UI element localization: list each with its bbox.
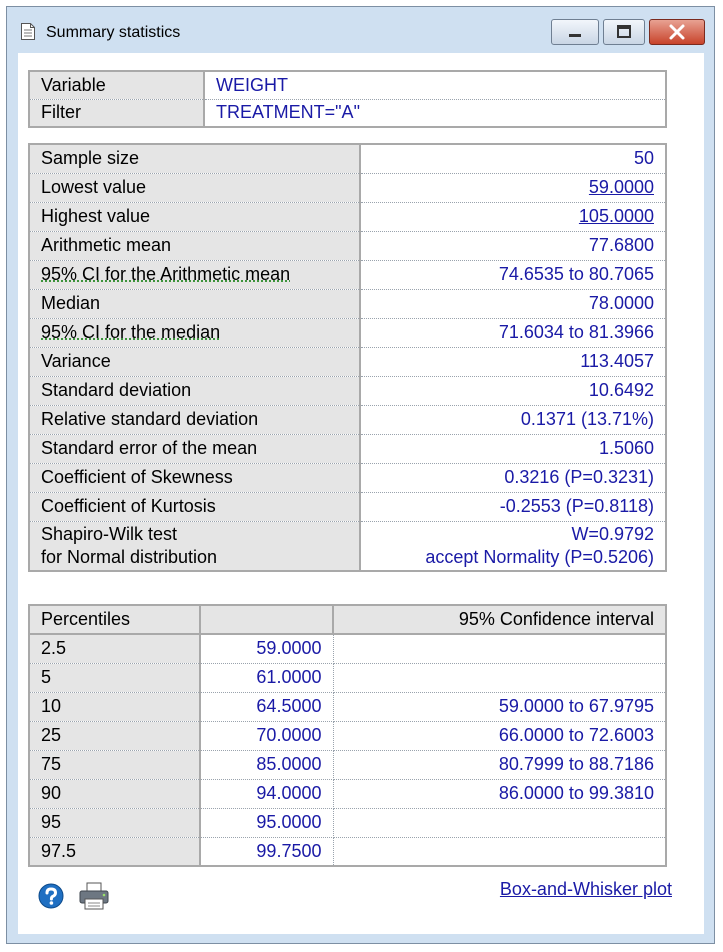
percentile-label: 90 (29, 779, 200, 808)
percentile-value: 59.0000 (200, 634, 333, 663)
table-row (29, 71, 666, 99)
table-row (29, 144, 666, 173)
percentile-ci: 80.7999 to 88.7186 (333, 750, 666, 779)
percentiles-table (28, 604, 667, 867)
summary-statistics-window (6, 6, 715, 944)
percentile-label: 97.5 (29, 837, 200, 866)
stat-value (360, 521, 666, 571)
table-header-row (29, 605, 666, 634)
table-row (29, 289, 666, 318)
percentiles-header: Percentiles (29, 605, 200, 634)
percentile-ci: 66.0000 to 72.6003 (333, 721, 666, 750)
stat-label: Relative standard deviation (29, 405, 360, 434)
table-row (29, 779, 666, 808)
table-row (29, 492, 666, 521)
table-row (29, 463, 666, 492)
percentile-label: 10 (29, 692, 200, 721)
percentile-label: 95 (29, 808, 200, 837)
percentile-value: 85.0000 (200, 750, 333, 779)
stat-label: Coefficient of Kurtosis (29, 492, 360, 521)
table-row (29, 347, 666, 376)
variable-table (28, 70, 667, 128)
percentile-label: 5 (29, 663, 200, 692)
table-row (29, 521, 666, 571)
title-bar[interactable] (7, 7, 714, 53)
maximize-button[interactable] (603, 19, 645, 45)
stat-label (29, 521, 360, 571)
document-icon (21, 23, 35, 40)
percentile-ci (333, 808, 666, 837)
table-row (29, 231, 666, 260)
window-title: Summary statistics (46, 24, 181, 41)
stat-value: 10.6492 (360, 376, 666, 405)
stat-label: Median (29, 289, 360, 318)
box-whisker-plot-link[interactable]: Box-and-Whisker plot (499, 879, 672, 899)
percentile-label: 2.5 (29, 634, 200, 663)
highest-value-link[interactable]: 105.0000 (578, 206, 654, 226)
print-icon[interactable] (78, 882, 110, 910)
stat-label: Standard deviation (29, 376, 360, 405)
shapiro-label-line1: Shapiro-Wilk test (41, 523, 178, 544)
percentile-label: 75 (29, 750, 200, 779)
percentile-ci (333, 634, 666, 663)
stat-label: Sample size (29, 144, 360, 173)
percentile-ci: 59.0000 to 67.9795 (333, 692, 666, 721)
stat-value: 50 (360, 144, 666, 173)
stat-label: Lowest value (29, 173, 360, 202)
filter-value: TREATMENT="A" (216, 102, 360, 123)
table-row (29, 173, 666, 202)
percentile-value: 94.0000 (200, 779, 333, 808)
filter-label: Filter (29, 99, 204, 127)
help-icon[interactable] (38, 883, 64, 909)
maximize-icon (604, 20, 644, 44)
table-row (29, 376, 666, 405)
close-button[interactable] (649, 19, 705, 45)
percentile-ci: 86.0000 to 99.3810 (333, 779, 666, 808)
shapiro-value-line2: accept Normality (P=0.5206) (425, 546, 654, 567)
stat-label: Standard error of the mean (29, 434, 360, 463)
stat-value: 74.6535 to 80.7065 (360, 260, 666, 289)
stat-value: 113.4057 (360, 347, 666, 376)
variable-value: WEIGHT (204, 71, 666, 99)
stat-value: 77.6800 (360, 231, 666, 260)
stat-label: Variance (29, 347, 360, 376)
stat-label: Highest value (29, 202, 360, 231)
table-row (29, 202, 666, 231)
percentile-label: 25 (29, 721, 200, 750)
percentile-value: 61.0000 (200, 663, 333, 692)
table-row (29, 721, 666, 750)
table-row (29, 692, 666, 721)
table-row (29, 405, 666, 434)
minimize-button[interactable] (551, 19, 599, 45)
table-row (29, 837, 666, 866)
statistics-table (28, 143, 667, 572)
percentile-value: 95.0000 (200, 808, 333, 837)
minimize-icon (552, 20, 598, 44)
table-row (29, 808, 666, 837)
shapiro-label-line2: for Normal distribution (41, 546, 218, 567)
variable-label: Variable (29, 71, 204, 99)
stat-value: 0.1371 (13.71%) (360, 405, 666, 434)
stat-value: 78.0000 (360, 289, 666, 318)
table-row (29, 634, 666, 663)
client-area (18, 53, 704, 934)
stat-value: -0.2553 (P=0.8118) (360, 492, 666, 521)
table-row (29, 750, 666, 779)
stat-value: 71.6034 to 81.3966 (360, 318, 666, 347)
table-row (29, 663, 666, 692)
table-row (29, 260, 666, 289)
percentile-ci (333, 663, 666, 692)
table-row (29, 99, 666, 127)
shapiro-value-line1: W=0.9792 (571, 523, 654, 544)
table-row (29, 318, 666, 347)
percentile-value: 70.0000 (200, 721, 333, 750)
percentile-value: 99.7500 (200, 837, 333, 866)
stat-label: Arithmetic mean (29, 231, 360, 260)
mean-ci-help-link[interactable]: 95% CI for the Arithmetic mean (41, 264, 291, 284)
ci-header: 95% Confidence interval (333, 605, 666, 634)
stat-label: Coefficient of Skewness (29, 463, 360, 492)
percentile-value: 64.5000 (200, 692, 333, 721)
close-icon (650, 20, 704, 44)
table-row (29, 434, 666, 463)
stat-value: 1.5060 (360, 434, 666, 463)
stat-value: 0.3216 (P=0.3231) (360, 463, 666, 492)
percentile-ci (333, 837, 666, 866)
median-ci-help-link[interactable]: 95% CI for the median (41, 322, 221, 342)
value-header (200, 605, 333, 634)
lowest-value-link[interactable]: 59.0000 (588, 177, 654, 197)
